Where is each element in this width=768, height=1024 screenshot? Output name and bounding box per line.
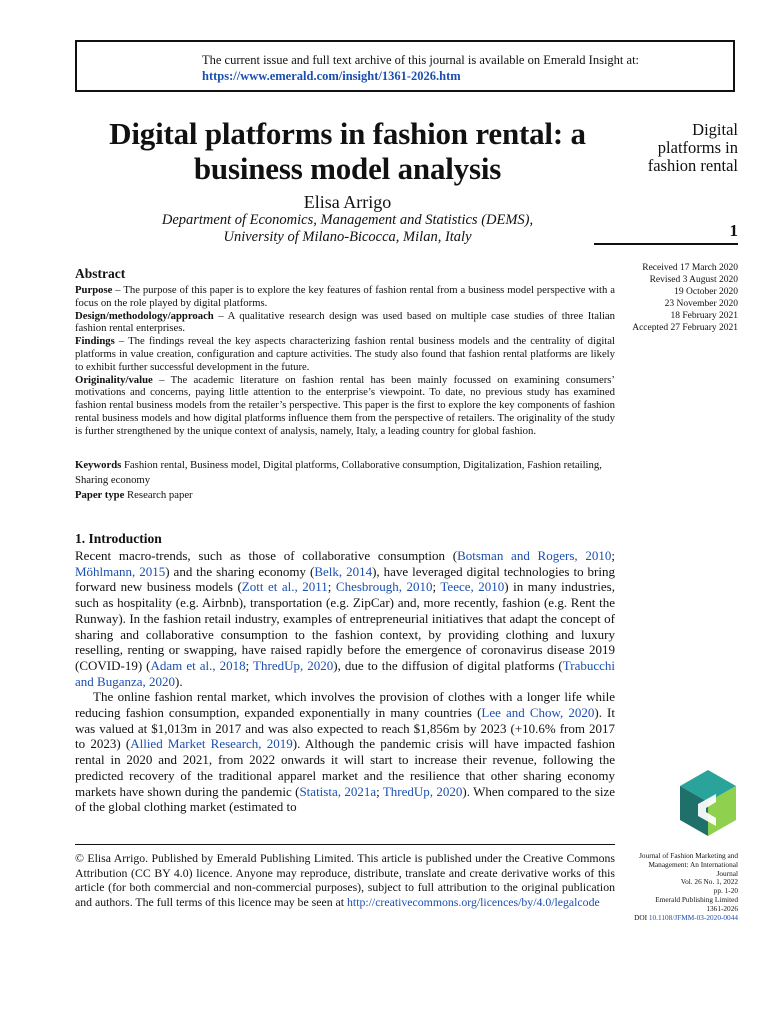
date-line: 19 October 2020 xyxy=(674,287,738,297)
citation-link[interactable]: Trabucchi and Buganza, 2020 xyxy=(75,657,615,689)
journal-line: pp. 1-20 xyxy=(713,886,738,896)
paragraph-text: ; xyxy=(376,783,383,799)
running-title-line: fashion rental xyxy=(647,156,738,175)
paragraph-text: ) and the sharing economy ( xyxy=(165,563,315,579)
citation-link[interactable]: Zott et al., 2011 xyxy=(241,579,328,595)
doi-link[interactable]: 10.1108/JFMM-03-2020-0044 xyxy=(648,912,738,922)
paragraph-text: The online fashion rental market, which involves the provision of clothes with a longer life while reducing fashion consumption, expanded exponentially in many countries ( xyxy=(75,689,615,721)
licence-url-link[interactable]: http://creativecommons.org/licences/by/4.0/legalcode xyxy=(347,894,600,909)
notice-url[interactable]: https://www.emerald.com/insight/1361-2026.htm xyxy=(202,69,461,83)
abstract-body xyxy=(75,284,615,438)
page-number: 1 xyxy=(729,221,738,240)
design-label: Design/methodology/approach xyxy=(75,309,214,322)
journal-line: 1361-2026 xyxy=(706,903,738,913)
abstract-design xyxy=(75,310,615,336)
date-line: Received 17 March 2020 xyxy=(642,263,738,273)
citation-link[interactable]: ThredUp, 2020 xyxy=(253,657,334,673)
paragraph-text: ). It was valued at $1,013m in 2017 and was also expected to reach $1,856m by 2023 (+10.6% from 2017 to 2023) ( xyxy=(75,705,615,752)
citation-link[interactable]: Statista, 2021a xyxy=(299,783,377,799)
paragraph-text: ; xyxy=(327,579,336,595)
footer-divider xyxy=(75,844,615,845)
journal-line: Journal xyxy=(716,868,738,878)
journal-line: Emerald Publishing Limited xyxy=(655,894,738,904)
keywords-text: Fashion rental, Business model, Digital platforms, Collaborative consumption, Digitalization, Fashion retailing, Sharing economy xyxy=(75,459,602,486)
journal-info xyxy=(606,852,738,922)
crossmark-icon xyxy=(676,768,740,838)
citation-link[interactable]: Botsman and Rogers, 2010 xyxy=(457,548,612,563)
notice-text: The current issue and full text archive of this journal is available on Emerald Insight at: xyxy=(202,53,640,67)
citation-link[interactable]: Belk, 2014 xyxy=(314,563,373,579)
article-title: Digital platforms in fashion rental: a business model analysis xyxy=(109,116,586,186)
article-history-dates xyxy=(600,262,738,334)
licence-text: © Elisa Arrigo. Published by Emerald Publishing Limited. This article is published under the Creative Commons Attribution (CC BY 4.0) licence. Anyone may reproduce, distribute, translate and create derivative works of this article (for both commercial and non-commercial purposes), subject to full attribution to the original publication and authors. The full terms of this licence may be seen at xyxy=(75,851,615,909)
paragraph-text: ). Although the pandemic crisis will have impacted fashion rental in 2020 and 2021, from 2022 onwards it will start to increase their revenue, following the predicted recovery of the traditional apparel market and the resilience that other sharing economy markets have shown during the pandemic ( xyxy=(75,736,615,799)
introduction-body xyxy=(75,548,615,815)
doi-line xyxy=(606,914,738,923)
sidebar-divider xyxy=(594,243,738,245)
originality-text: – The academic literature on fashion rental has been mainly focussed on examining consumers’ motivations and concerns, paying little attention to the enterprise’s viewpoint. To date, no previous study has examined fashion rental business models from the retailer’s perspective. This paper is the first to explore the key components of fashion rental business models and how digital platforms influence them from the perspective of retailers. The originality of the study is further strengthened by the unique context of analysis, namely, Italy, a leading country for global fashion. xyxy=(75,373,615,437)
licence-statement xyxy=(75,851,615,909)
abstract-originality xyxy=(75,374,615,438)
citation-link[interactable]: Adam et al., 2018 xyxy=(150,657,246,673)
date-line: Revised 3 August 2020 xyxy=(649,275,738,285)
paragraph-text: ). xyxy=(175,673,183,689)
design-text: – A qualitative research design was used based on multiple case studies of three Italian fashion rental enterprises. xyxy=(75,309,615,335)
keywords-label: Keywords xyxy=(75,459,122,471)
author-affiliation xyxy=(75,212,620,246)
abstract-findings xyxy=(75,335,615,373)
paper-type-text: Research paper xyxy=(124,489,193,501)
running-title xyxy=(600,121,738,175)
citation-link[interactable]: Möhlmann, 2015 xyxy=(75,563,166,579)
purpose-label: Purpose xyxy=(75,284,113,296)
findings-label: Findings xyxy=(75,335,115,348)
date-line: Accepted 27 February 2021 xyxy=(632,323,738,333)
keywords xyxy=(75,458,615,488)
findings-text: – The findings reveal the key aspects characterizing fashion rental business models and the centrality of digital platforms in value creation, configuration and capture activities. The study also found that fashion rental platforms are likely to exhibit further successful development in the future. xyxy=(75,335,615,373)
author-name: Elisa Arrigo xyxy=(303,192,392,212)
paper-type-label: Paper type xyxy=(75,489,125,501)
paragraph-text: Recent macro-trends, such as those of collaborative consumption ( xyxy=(75,548,458,563)
paragraph-text: ), have leveraged digital technologies to bring forward new business models ( xyxy=(75,563,615,595)
journal-line: Management: An International xyxy=(648,859,738,869)
paragraph-text: ; xyxy=(611,548,615,563)
section-heading-introduction: 1. Introduction xyxy=(75,531,162,546)
abstract-purpose xyxy=(75,284,615,310)
date-line: 18 February 2021 xyxy=(670,311,738,321)
journal-access-notice xyxy=(75,40,735,92)
citation-link[interactable]: Lee and Chow, 2020 xyxy=(481,705,595,721)
originality-label: Originality/value xyxy=(75,373,153,386)
paragraph-text: ). When compared to the size of the global clothing market (estimated to xyxy=(75,783,615,815)
affiliation-line-2: University of Milano-Bicocca, Milan, Italy xyxy=(223,229,472,245)
date-line: 23 November 2020 xyxy=(664,299,738,309)
paper-type xyxy=(75,488,615,503)
paragraph-text: ), due to the diffusion of digital platforms ( xyxy=(333,657,563,673)
paragraph xyxy=(75,689,615,815)
doi-label: DOI xyxy=(634,912,649,922)
paragraph-text: ) in many industries, such as hospitality (e.g. Airbnb), transportation (e.g. ZipCar) and, more recently, fashion (e.g. Rent the Runway). In the fashion retail industry, examples of entrepreneurial initiatives that adapt the concept of sharing and collaborative consumption to the fashion context, by providing clothing and luxury reselling, renting or swapping, have raised rapidly before the emergence of coronavirus disease 2019 (COVID-19) ( xyxy=(75,579,615,673)
abstract-heading: Abstract xyxy=(75,266,126,281)
journal-line: Journal of Fashion Marketing and xyxy=(639,851,738,860)
citation-link[interactable]: Chesbrough, 2010 xyxy=(335,579,433,595)
paragraph xyxy=(75,548,615,689)
citation-link[interactable]: Allied Market Research, 2019 xyxy=(130,736,293,752)
running-title-line: platforms in xyxy=(657,138,738,157)
citation-link[interactable]: ThredUp, 2020 xyxy=(382,783,463,799)
affiliation-line-1: Department of Economics, Management and Statistics (DEMS), xyxy=(161,212,534,228)
notice-url-link[interactable] xyxy=(202,69,461,84)
running-title-line: Digital xyxy=(692,120,738,139)
purpose-text: – The purpose of this paper is to explore the key features of fashion rental from a business model perspective with a focus on the role played by digital platforms. xyxy=(75,284,615,309)
crossmark-logo[interactable] xyxy=(676,768,740,838)
journal-line: Vol. 26 No. 1, 2022 xyxy=(680,877,738,887)
citation-link[interactable]: Teece, 2010 xyxy=(440,579,505,595)
paragraph-text: ; xyxy=(432,579,441,595)
keywords-block xyxy=(75,458,615,503)
paragraph-text: ; xyxy=(245,657,254,673)
